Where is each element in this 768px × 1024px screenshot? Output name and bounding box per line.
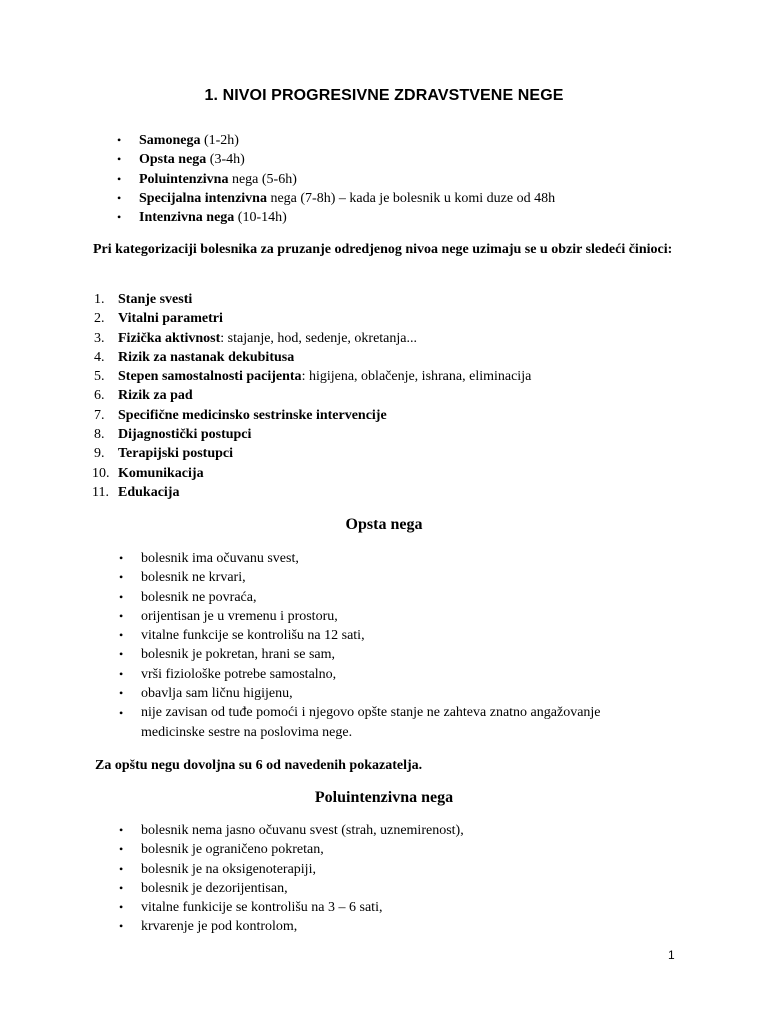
care-level-item	[117, 189, 556, 208]
poluintenzivna-nega-item	[119, 917, 464, 936]
care-level-item	[117, 150, 555, 169]
factor-number: 7.	[94, 407, 105, 423]
care-level-item	[117, 131, 555, 150]
factor-number: 2.	[94, 311, 105, 327]
factor-name: Stepen samostalnosti pacijenta	[118, 369, 302, 385]
opsta-nega-item-text: bolesnik ne krvari,	[141, 570, 246, 586]
poluintenzivna-nega-item	[119, 860, 464, 879]
care-levels-list	[117, 131, 556, 227]
opsta-nega-item-text: obavlja sam ličnu higijenu,	[141, 686, 293, 702]
factor-number: 6.	[94, 388, 105, 404]
bullet-icon: •	[119, 823, 124, 837]
opsta-nega-item	[119, 549, 661, 568]
bullet-icon: •	[119, 706, 124, 721]
care-level-detail: nega (5-6h)	[228, 171, 297, 187]
factor-item	[94, 444, 531, 463]
factors-list	[92, 290, 532, 502]
factor-number: 5.	[94, 369, 105, 385]
poluintenzivna-nega-item-text: bolesnik je dezorijentisan,	[141, 880, 288, 896]
care-level-name: Opsta nega	[139, 152, 207, 168]
factor-number: 9.	[94, 446, 105, 462]
factor-number: 4.	[94, 349, 105, 365]
poluintenzivna-nega-item-text: bolesnik je na oksigenoterapiji,	[141, 861, 316, 877]
factor-item	[94, 309, 531, 328]
bullet-icon: •	[119, 880, 124, 895]
care-level-name: Intenzivna nega	[139, 210, 235, 226]
bullet-icon: •	[119, 900, 124, 915]
opsta-nega-note: Za opštu negu dovoljna su 6 od navedenih pokazatelja.	[95, 758, 423, 773]
factor-detail: : stajanje, hod, sedenje, okretanja...	[220, 330, 417, 346]
opsta-nega-item	[119, 665, 661, 684]
care-level-detail: (3-4h)	[206, 152, 245, 168]
factor-item	[92, 464, 531, 483]
bullet-icon: •	[119, 861, 124, 876]
bullet-icon: •	[117, 210, 122, 225]
factor-name: Stanje svesti	[118, 292, 193, 307]
bullet-icon: •	[119, 608, 124, 623]
intro-paragraph: Pri kategorizaciji bolesnika za pruzanje odredjenog nivoa nege uzimaju se u obzir sledeći činioci:	[93, 242, 673, 257]
opsta-nega-item	[119, 568, 661, 587]
bullet-icon: •	[119, 686, 124, 701]
care-level-detail: (10-14h)	[234, 210, 287, 226]
bullet-icon: •	[119, 666, 124, 681]
opsta-nega-item-text: bolesnik ne povraća,	[141, 589, 257, 605]
bullet-icon: •	[119, 589, 124, 604]
poluintenzivna-nega-heading: Poluintenzivna nega	[314, 789, 454, 806]
factor-number: 8.	[94, 427, 105, 443]
factor-number: 11.	[92, 484, 109, 500]
factor-name: Terapijski postupci	[118, 446, 234, 462]
bullet-icon: •	[117, 171, 122, 186]
factor-name: Edukacija	[118, 484, 180, 500]
bullet-icon: •	[119, 628, 124, 643]
bullet-icon: •	[119, 570, 124, 585]
poluintenzivna-nega-item-text: vitalne funkicije se kontrolišu na 3 – 6 sati,	[141, 900, 383, 916]
opsta-nega-item-text: vitalne funkcije se kontrolišu na 12 sati,	[141, 628, 365, 644]
factor-item	[94, 386, 531, 405]
factor-item	[94, 329, 531, 348]
bullet-icon: •	[117, 133, 122, 147]
care-level-detail: (1-2h)	[200, 133, 239, 148]
care-level-name: Poluintenzivna	[139, 171, 229, 187]
factor-number: 10.	[92, 465, 110, 481]
bullet-icon: •	[117, 190, 122, 205]
care-level-name: Samonega	[139, 133, 201, 148]
poluintenzivna-nega-list	[119, 821, 464, 937]
poluintenzivna-nega-item-text: bolesnik je ograničeno pokretan,	[141, 842, 324, 858]
factor-name: Fizička aktivnost	[118, 330, 221, 346]
factor-name: Dijagnostički postupci	[118, 427, 252, 443]
factor-item	[94, 406, 531, 425]
opsta-nega-heading: Opsta nega	[345, 516, 423, 533]
poluintenzivna-nega-item-text: bolesnik nema jasno očuvanu svest (strah, uznemirenost),	[141, 823, 464, 838]
opsta-nega-item	[119, 588, 661, 607]
factor-name: Komunikacija	[118, 465, 204, 481]
factor-name: Rizik za nastanak dekubitusa	[118, 349, 295, 365]
factor-item	[94, 367, 532, 386]
factor-item	[94, 348, 531, 367]
factor-detail: : higijena, oblačenje, ishrana, eliminacija	[301, 369, 532, 385]
poluintenzivna-nega-item-text: krvarenje je pod kontrolom,	[141, 919, 298, 935]
poluintenzivna-nega-item	[119, 840, 464, 859]
factor-number: 3.	[94, 330, 105, 346]
bullet-icon: •	[119, 647, 124, 662]
section-title: 1. NIVOI PROGRESIVNE ZDRAVSTVENE NEGE	[204, 87, 564, 104]
opsta-nega-item	[119, 645, 661, 664]
opsta-nega-list	[119, 549, 661, 743]
poluintenzivna-nega-item	[119, 879, 464, 898]
page-number: 1	[668, 948, 675, 962]
factor-item	[94, 425, 531, 444]
opsta-nega-item-text: bolesnik je pokretan, hrani se sam,	[141, 647, 336, 663]
care-level-detail: nega (7-8h) – kada je bolesnik u komi duze od 48h	[266, 190, 556, 206]
bullet-icon: •	[119, 842, 124, 857]
care-level-item	[117, 208, 555, 227]
opsta-nega-item	[119, 626, 661, 645]
opsta-nega-item-text: vrši fiziološke potrebe samostalno,	[141, 666, 337, 682]
factor-name: Vitalni parametri	[118, 311, 223, 327]
factor-item	[94, 290, 531, 309]
bullet-icon: •	[117, 152, 122, 167]
opsta-nega-item	[119, 607, 661, 626]
opsta-nega-item	[119, 684, 661, 703]
opsta-nega-item-text: orijentisan je u vremenu i prostoru,	[141, 608, 338, 624]
factor-name: Rizik za pad	[118, 388, 193, 404]
factor-item	[92, 483, 531, 502]
opsta-nega-item-text: nije zavisan od tuđe pomoći i njegovo opšte stanje ne zahteva znatno angažovanje medicinske sestre na poslovima nege.	[141, 705, 601, 741]
factor-name: Specifične medicinsko sestrinske intervencije	[118, 407, 387, 423]
factor-number: 1.	[94, 292, 105, 307]
bullet-icon: •	[119, 919, 124, 934]
opsta-nega-item	[119, 703, 661, 743]
poluintenzivna-nega-item	[119, 898, 464, 917]
opsta-nega-item-text: bolesnik ima očuvanu svest,	[141, 551, 299, 566]
poluintenzivna-nega-item	[119, 821, 464, 840]
care-level-item	[117, 170, 555, 189]
care-level-name: Specijalna intenzivna	[139, 190, 267, 206]
bullet-icon: •	[119, 551, 124, 565]
